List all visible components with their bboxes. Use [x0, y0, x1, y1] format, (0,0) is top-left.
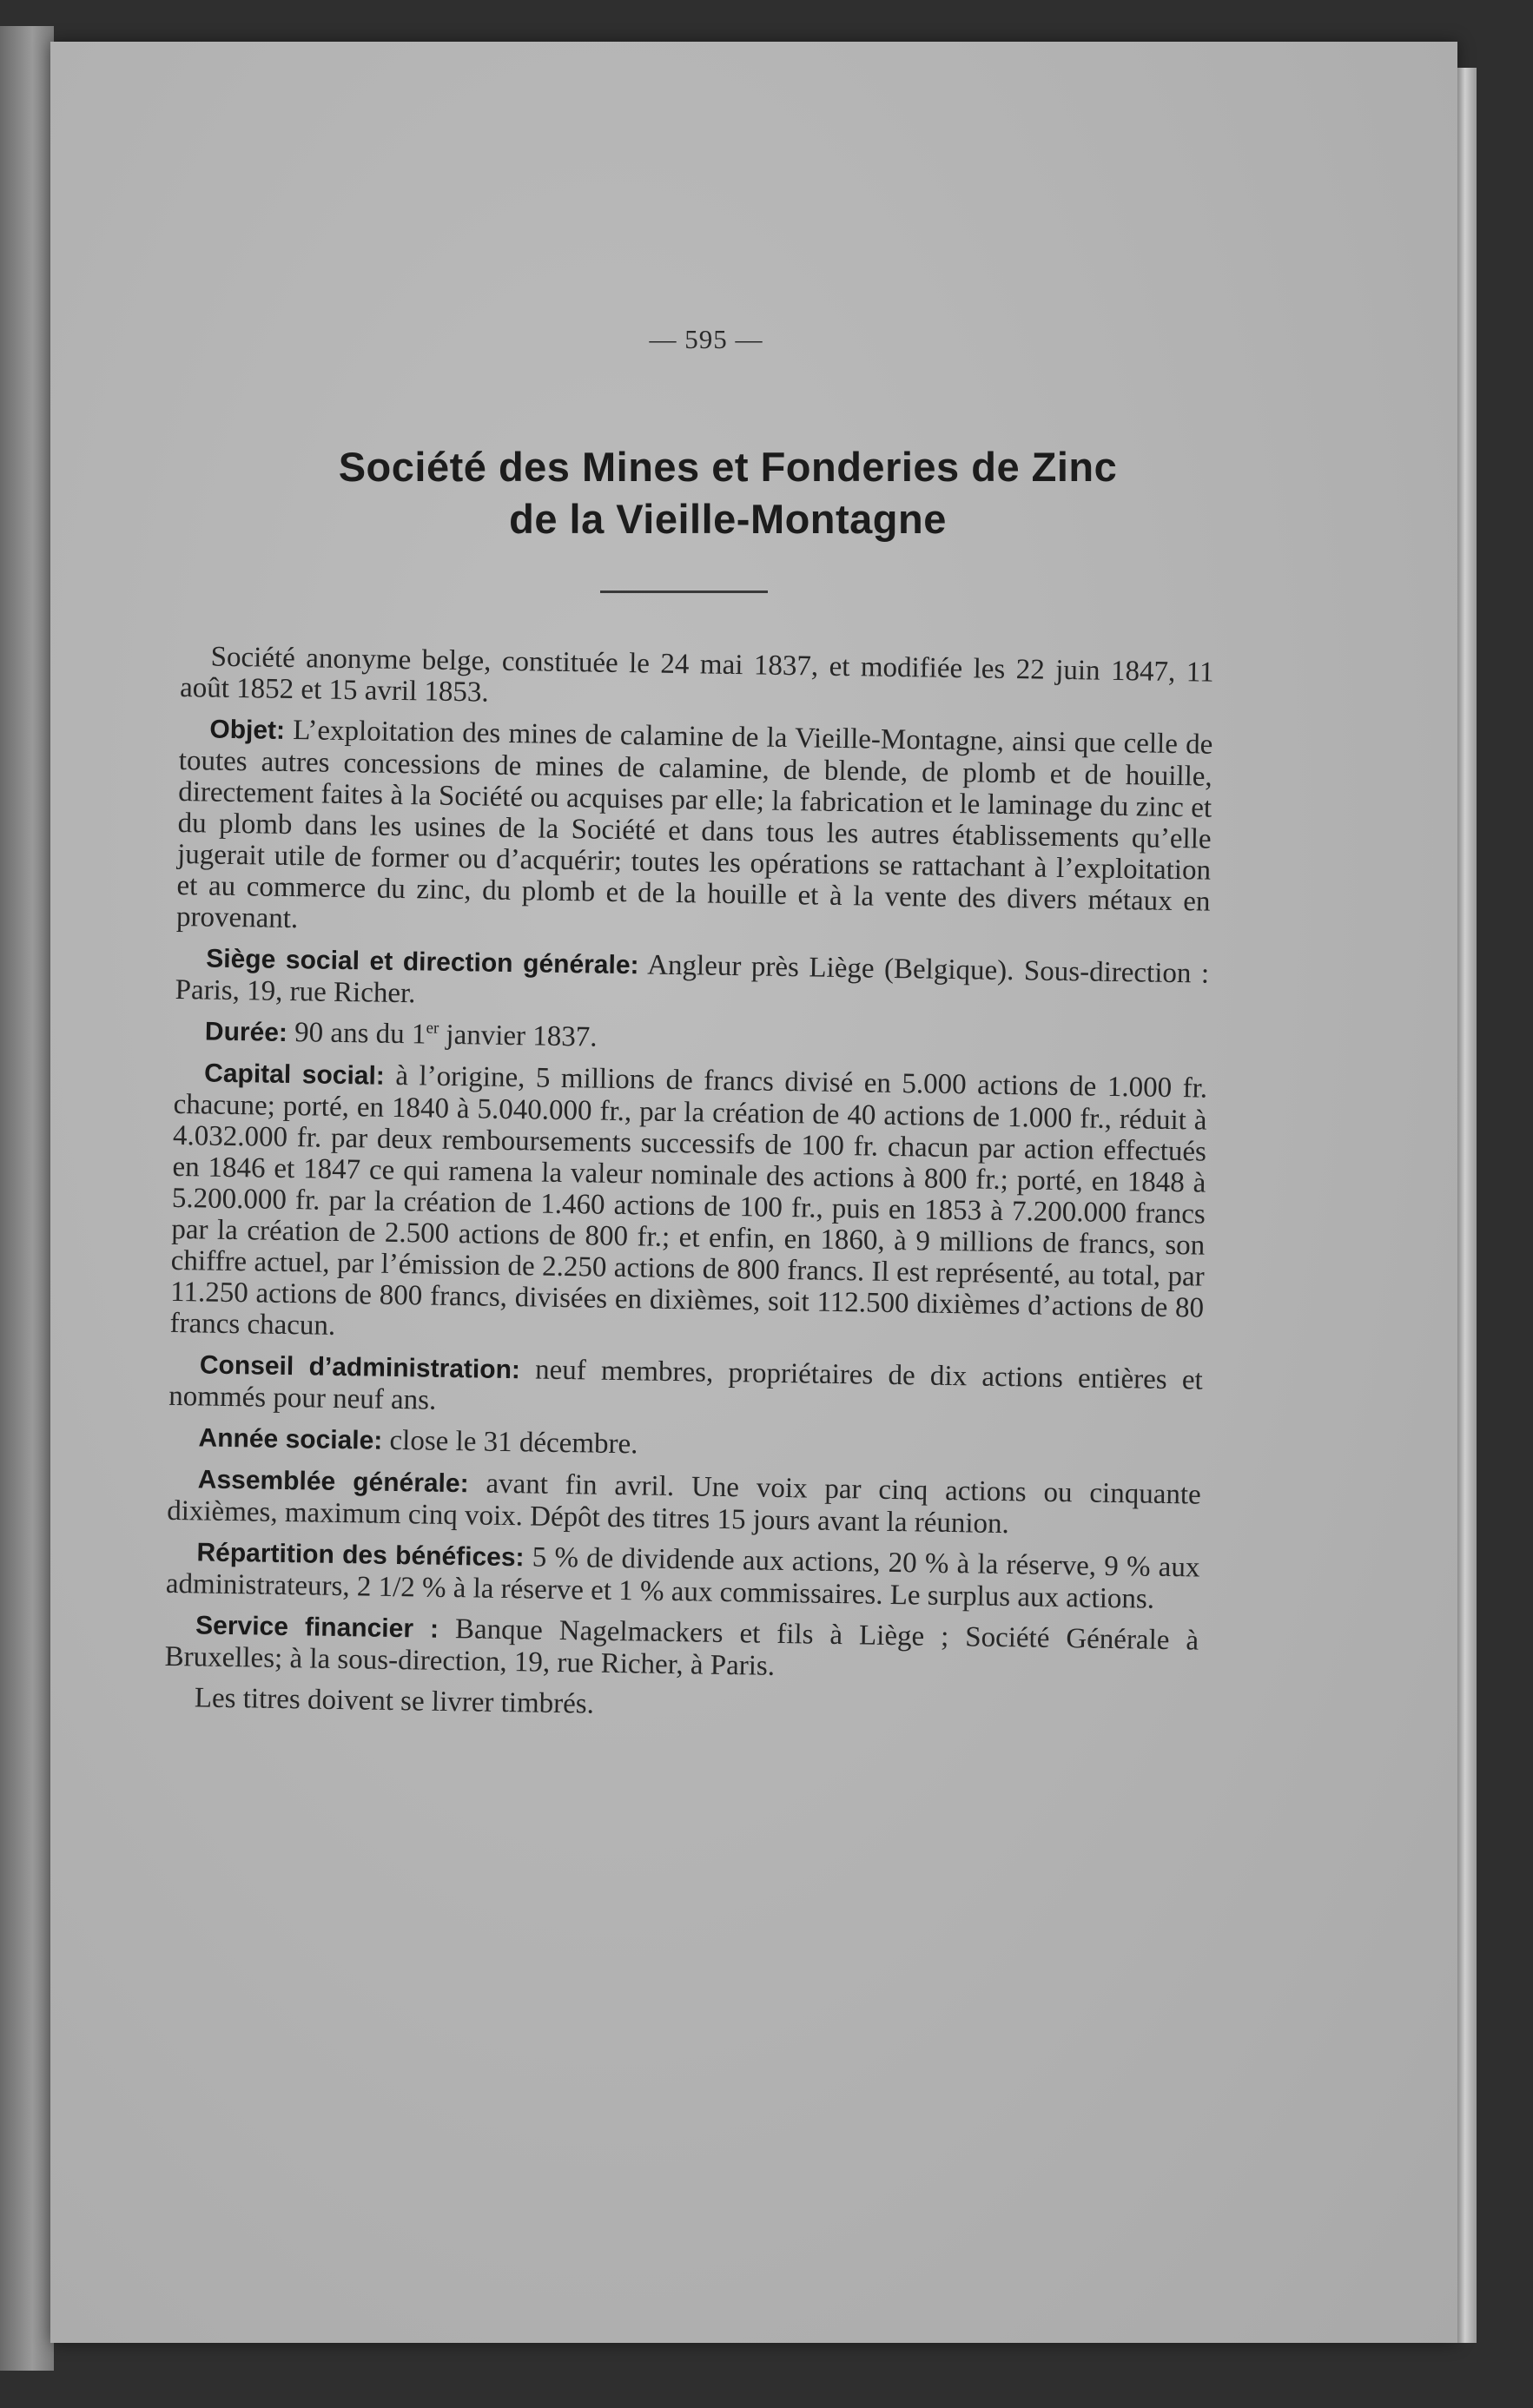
capital-label: Capital social:: [203, 1059, 386, 1091]
objet-paragraph: [176, 713, 1213, 949]
left-page-edge: [0, 26, 54, 2371]
capital-text: à l’origine, 5 millions de francs divisé en 5.000 actions de 1.000 fr. chacune; porté, en 1840 à 5.040.000 fr., par la création de 40 actions de 1.000 fr., réduit à 4.032.000 fr. par deux remboursements successifs de 100 fr. chacun par action effectués en 1846 et 1847 ce qui ramena la valeur nominale des actions à 800 fr.; porté, en 1848 à 5.200.000 fr. par la création de 1.460 actions de 100 fr., puis en 1853 à 7.200.000 francs par la création de 2.500 actions de 800 fr.; et enfin, en 1860, à 9 millions de francs, son chiffre actuel, par l’émission de 2.250 actions de 800 francs. Il est représenté, au total, par 11.250 actions de 800 francs, divisées en dixièmes, soit 112.500 dixièmes d’actions de 80 francs chacun.: [169, 1059, 1208, 1342]
document-body: [163, 641, 1213, 1739]
objet-text: L’exploitation des mines de calamine de la Vieille-Montagne, ainsi que celle de toutes autres concessions de mines de calamine, de blende, de plomb et de houille, directement faites à la Société ou acquises par elle; la fabrication et le laminage du zinc et du plomb dans les usines de la Société et dans tous les autres établissements qu’elle jugerait utile de former ou d’acquérir; toutes les opérations se rattachant à l’exploitation et au commerce du zinc, du plomb et de la houille et à la vente des divers métaux en provenant.: [175, 714, 1213, 935]
assemblee-text: avant fin avril. Une voix par cinq actions ou cinquante dixièmes, maximum cinq voix. Dépôt des titres 15 jours avant la réunion.: [166, 1468, 1201, 1540]
annee-label: Année sociale:: [198, 1423, 383, 1455]
service-paragraph: [164, 1609, 1199, 1689]
assemblee-label: Assemblée générale:: [197, 1465, 469, 1499]
conseil-paragraph: [168, 1349, 1203, 1428]
title-line-1: Société des Mines et Fonderies de Zinc: [338, 444, 1118, 490]
duree-label: Durée:: [204, 1017, 288, 1047]
conseil-label: Conseil d’administration:: [199, 1350, 521, 1385]
siege-paragraph: [175, 942, 1209, 1022]
document-page: [50, 42, 1457, 2343]
duree-text-after: janvier 1837.: [438, 1019, 598, 1053]
assemblee-paragraph: [167, 1463, 1201, 1543]
capital-paragraph: [169, 1057, 1207, 1356]
page-title: [50, 441, 1405, 545]
duree-superscript: er: [426, 1019, 439, 1038]
duree-text-before: 90 ans du 1: [287, 1016, 426, 1051]
page-number: — 595 —: [649, 324, 763, 354]
title-divider: [600, 590, 768, 593]
repartition-paragraph: [166, 1536, 1200, 1616]
title-line-2: de la Vieille-Montagne: [509, 496, 947, 542]
siege-text: Angleur près Liège (Belgique). Sous-direction : Paris, 19, rue Richer.: [175, 949, 1210, 1010]
conseil-text: neuf membres, propriétaires de dix actions entières et nommés pour neuf ans.: [168, 1354, 1204, 1416]
annee-paragraph: [168, 1422, 1201, 1470]
repartition-label: Répartition des bénéfices:: [196, 1538, 525, 1573]
siege-label: Siège social et direction générale:: [205, 944, 639, 980]
objet-label: Objet:: [209, 715, 286, 745]
annee-text: close le 31 décembre.: [382, 1424, 638, 1461]
page-stack-edge: [1457, 68, 1477, 2343]
duree-paragraph: [175, 1015, 1208, 1064]
service-text: Banque Nagelmackers et fils à Liège ; Société Générale à Bruxelles; à la sous-direction, 19, rue Richer, à Paris.: [164, 1613, 1199, 1682]
service-label: Service financier :: [195, 1611, 439, 1644]
closing-paragraph: Les titres doivent se livrer timbrés.: [194, 1682, 595, 1720]
repartition-text: 5 % de dividende aux actions, 20 % à la réserve, 9 % aux administrateurs, 2 1/2 % à la réserve et 1 % aux commissaires. Le surplus aux actions.: [165, 1541, 1200, 1615]
intro-paragraph: Société anonyme belge, constituée le 24 mai 1837, et modifiée les 22 juin 1847, 11 août 1852 et 15 avril 1853.: [179, 641, 1214, 709]
